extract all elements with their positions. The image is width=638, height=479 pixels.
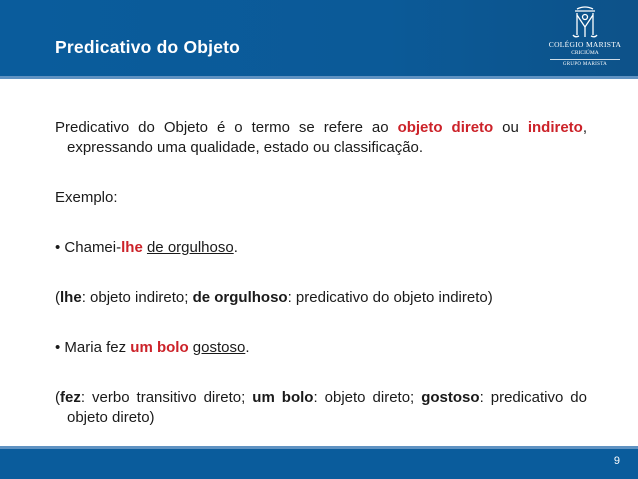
explanation-2 [55, 388, 587, 428]
marista-monogram-icon [565, 5, 605, 39]
example-2-predicative: gostoso [192, 339, 246, 356]
explanation-2-desc-1: : verbo transitivo direto; [80, 389, 253, 406]
logo-city: CRICIÚMA [571, 50, 599, 56]
explanation-2-desc-2: : objeto direto; [313, 389, 422, 406]
explanation-2-term-1: fez [60, 389, 81, 406]
definition-indirect: indireto [527, 119, 583, 136]
explanation-2-term-2: um bolo [252, 389, 314, 406]
slide-body [55, 118, 587, 428]
example-label: Exemplo: [55, 189, 118, 206]
definition-text-1: Predicativo do Objeto é o termo se refere ao [55, 119, 398, 136]
example-2-end: . [245, 339, 250, 356]
example-1 [55, 238, 587, 258]
explanation-1-desc-1: : objeto indireto; [81, 289, 193, 306]
explanation-2-open: ( [55, 389, 60, 406]
definition-paragraph [55, 118, 587, 158]
definition-direct-object: objeto direto [397, 119, 494, 136]
explanation-1-desc-2: : predicativo do objeto indireto) [287, 289, 493, 306]
example-1-end: . [233, 239, 238, 256]
slide-title: Predicativo do Objeto [55, 37, 241, 57]
example-2 [55, 338, 587, 358]
definition-text-3: , expressando uma qualidade, estado ou classificação. [67, 119, 588, 156]
explanation-2-desc-3: : predicativo do objeto direto) [67, 389, 587, 426]
example-2-text: • Maria fez [55, 339, 131, 356]
marista-logo [545, 5, 625, 73]
explanation-1-term-1: lhe [60, 289, 82, 306]
example-1-predicative: de orgulhoso [146, 239, 234, 256]
slide-footer [0, 449, 638, 479]
definition-text-2: ou [493, 119, 528, 136]
logo-divider [550, 59, 620, 60]
explanation-1-term-2: de orgulhoso [192, 289, 288, 306]
explanation-2-term-3: gostoso [421, 389, 480, 406]
example-1-bullet: • [55, 239, 65, 256]
explanation-1 [55, 288, 587, 308]
page-number: 9 [613, 455, 620, 467]
header-divider [0, 76, 638, 79]
example-1-verb: Chamei- [64, 239, 122, 256]
example-2-object: um bolo [130, 339, 189, 356]
logo-group-name: GRUPO MARISTA [562, 62, 608, 67]
example-1-pronoun: lhe [121, 239, 143, 256]
explanation-1-open: ( [55, 289, 60, 306]
logo-school-name: COLÉGIO MARISTA [548, 40, 622, 49]
